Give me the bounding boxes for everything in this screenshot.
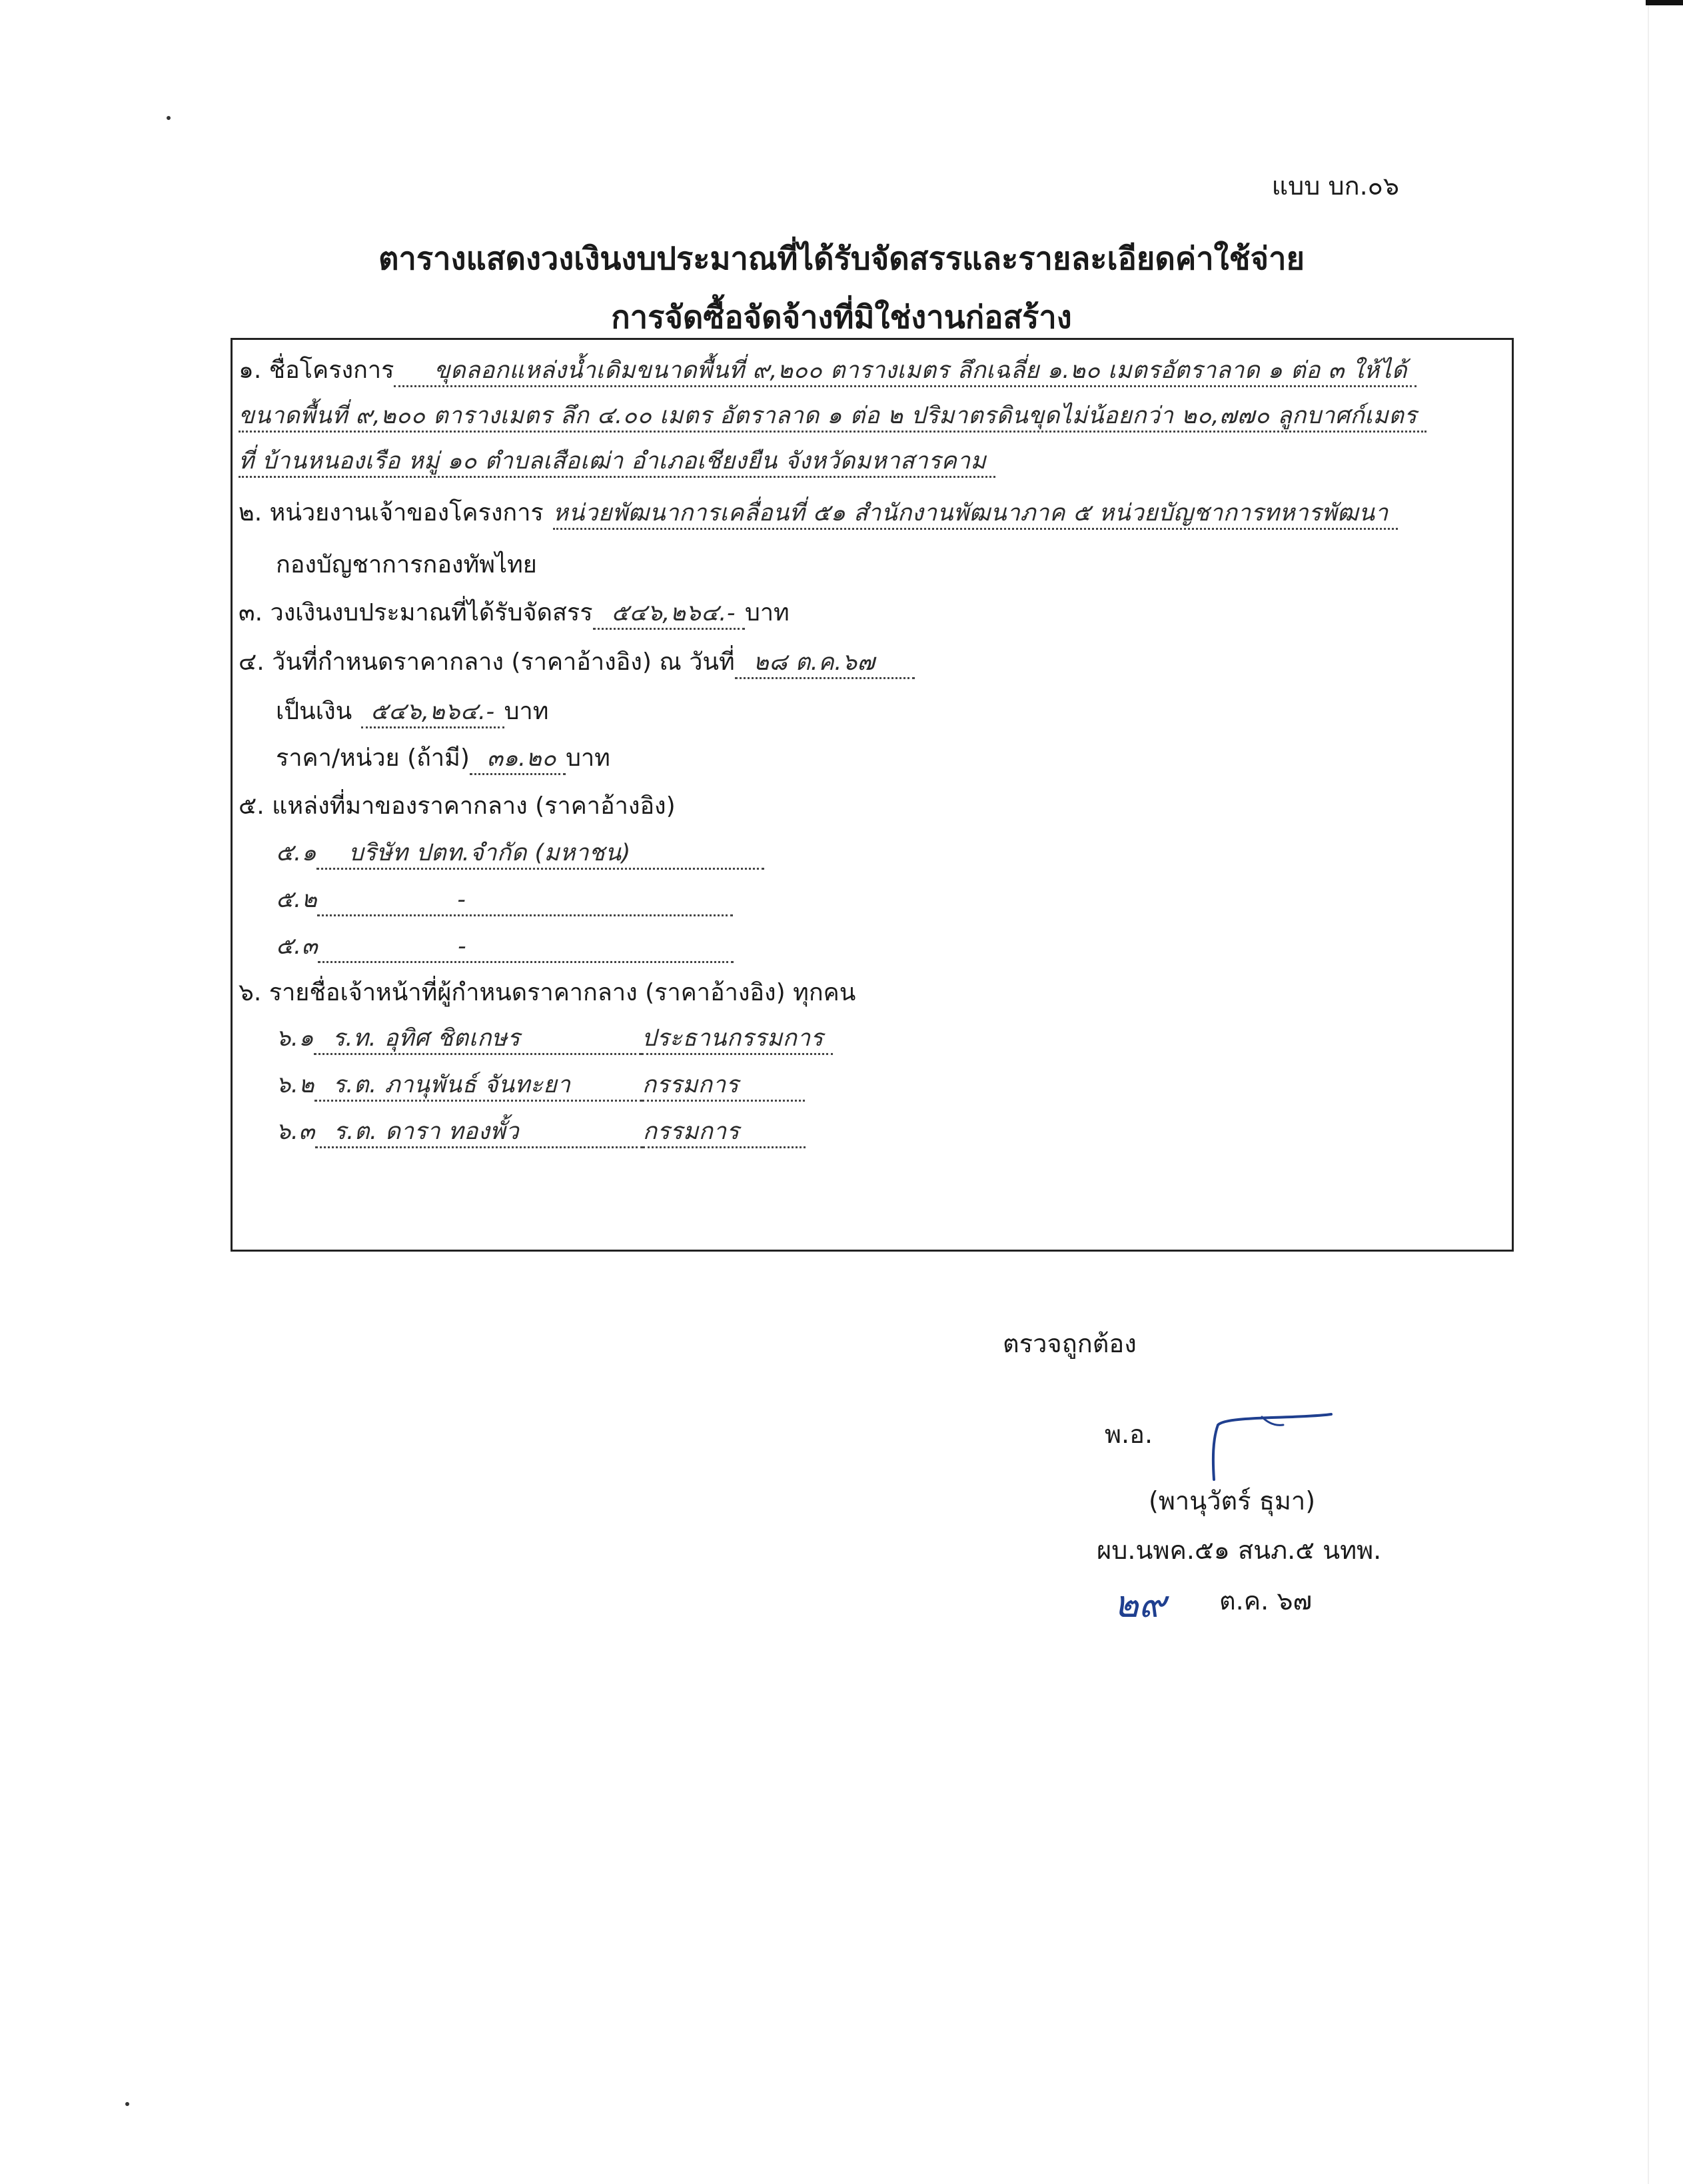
signer-rank: พ.อ. [1105,1420,1153,1449]
item4-unit-price-unit: บาท [566,744,610,772]
handwritten-day: ๒๙ [1114,1583,1166,1626]
item4-unit-price-label: ราคา/หน่วย (ถ้ามี) [276,744,470,772]
item6-officer-name: ร.ต. ดารา ทองพั้ว [315,1117,643,1148]
item3-row [239,597,790,630]
item4-amount-unit: บาท [504,698,549,725]
item1-row-2 [239,400,1426,433]
item5-source-number: ๕.๓ [276,933,318,960]
handwritten-day-glyph [1111,1580,1198,1628]
item4-amount-label: เป็นเงิน [276,698,352,725]
item6-label: ๖. รายชื่อเจ้าหน้าที่ผู้กำหนดราคากลาง (ราคาอ้างอิง) ทุกคน [239,979,856,1006]
item2-label: ๒. หน่วยงานเจ้าของโครงการ [239,499,544,527]
item1-label: ๑. ชื่อโครงการ [239,357,394,384]
item6-officer-row [276,1069,805,1102]
verification-heading: ตรวจถูกต้อง [1003,1329,1137,1358]
item5-source-row [276,837,764,870]
scan-speck [167,116,171,120]
item6-officer-number: ๖.๑ [276,1025,314,1052]
scan-speck [125,2102,129,2106]
item6-officer-name: ร.ท. อุทิศ ชิตเกษร [314,1024,642,1055]
item5-row [239,790,676,822]
document-title-line-1: ตารางแสดงวงเงินงบประมาณที่ได้รับจัดสรรและรายละเอียดค่าใช้จ่าย [378,241,1305,277]
item6-row [239,977,855,1009]
item3-unit: บาท [744,599,790,626]
scan-corner-mark [1646,0,1683,5]
item1-project-name-line-2: ขนาดพื้นที่ ๙,๒๐๐ ตารางเมตร ลึก ๔.๐๐ เมตร อัตราลาด ๑ ต่อ ๒ ปริมาตรดินขุดไม่น้อยกว่า ๒๐,๗๗๐ ลูกบาศก์เมตร [239,401,1426,433]
item1-project-location: ที่ บ้านหนองเรือ หมู่ ๑๐ ตำบลเสือเฒ่า อำเภอเชียงยืน จังหวัดมหาสารคาม [239,447,995,478]
item5-source-number: ๕.๑ [276,840,317,866]
item1-project-name-line-1: ขุดลอกแหล่งน้ำเดิมขนาดพื้นที่ ๙,๒๐๐ ตารางเมตร ลึกเฉลี่ย ๑.๒๐ เมตรอัตราลาด ๑ ต่อ ๓ ให้ได้ [394,356,1416,387]
form-code: แบบ บก.๐๖ [1271,171,1399,201]
document-title-line-2: การจัดซื้อจัดจ้างที่มิใช่งานก่อสร้าง [611,299,1072,336]
item5-source-value: - [317,885,733,916]
item5-source-value: - [318,932,734,963]
item6-officer-number: ๖.๒ [276,1072,314,1098]
sign-date-month-year: ต.ค. ๖๗ [1219,1586,1313,1616]
item5-source-number: ๕.๒ [276,886,318,913]
item4-row-2 [276,696,548,728]
item4-row-1 [239,646,915,679]
item1-row-3 [239,445,995,478]
item2-row-2 [276,549,537,581]
item2-agency-line-2: กองบัญชาการกองทัพไทย [276,551,537,578]
item6-officer-role: กรรมการ [643,1117,806,1148]
item4-row-3 [276,742,610,775]
item6-officer-role: กรรมการ [642,1070,805,1102]
item5-source-value: บริษัท ปตท.จำกัด (มหาชน) [316,838,764,870]
item2-agency-line-1: หน่วยพัฒนาการเคลื่อนที่ ๕๑ สำนักงานพัฒนาภาค ๕ หน่วยบัญชาการทหารพัฒนา [553,499,1398,530]
item4-label: ๔. วันที่กำหนดราคากลาง (ราคาอ้างอิง) ณ วันที่ [239,648,735,676]
item4-unit-price: ๓๑.๒๐ [470,744,566,775]
item3-budget-value: ๕๔๖,๒๖๔.- [593,598,745,630]
item3-label: ๓. วงเงินงบประมาณที่ได้รับจัดสรร [239,599,593,626]
item5-source-row [276,884,733,916]
item1-row-1 [239,355,1416,387]
item6-officer-number: ๖.๓ [276,1118,315,1145]
item5-label: ๕. แหล่งที่มาของราคากลาง (ราคาอ้างอิง) [239,792,676,820]
item6-officer-role: ประธานกรรมการ [642,1024,833,1055]
item4-date: ๒๘ ต.ค.๖๗ [735,648,915,679]
signer-position: ผบ.นพค.๕๑ สนภ.๕ นทพ. [1097,1536,1382,1565]
item4-amount: ๕๔๖,๒๖๔.- [361,697,504,728]
item5-source-row [276,930,734,963]
item2-row-1 [239,497,1398,530]
handwritten-signature [1193,1413,1339,1486]
item6-officer-row [276,1116,806,1148]
item6-officer-row [276,1022,833,1055]
item6-officer-name: ร.ต. ภานุพันธ์ จันทะยา [314,1070,642,1102]
signer-name: (พานุวัตร์ ธุมา) [1149,1486,1316,1516]
